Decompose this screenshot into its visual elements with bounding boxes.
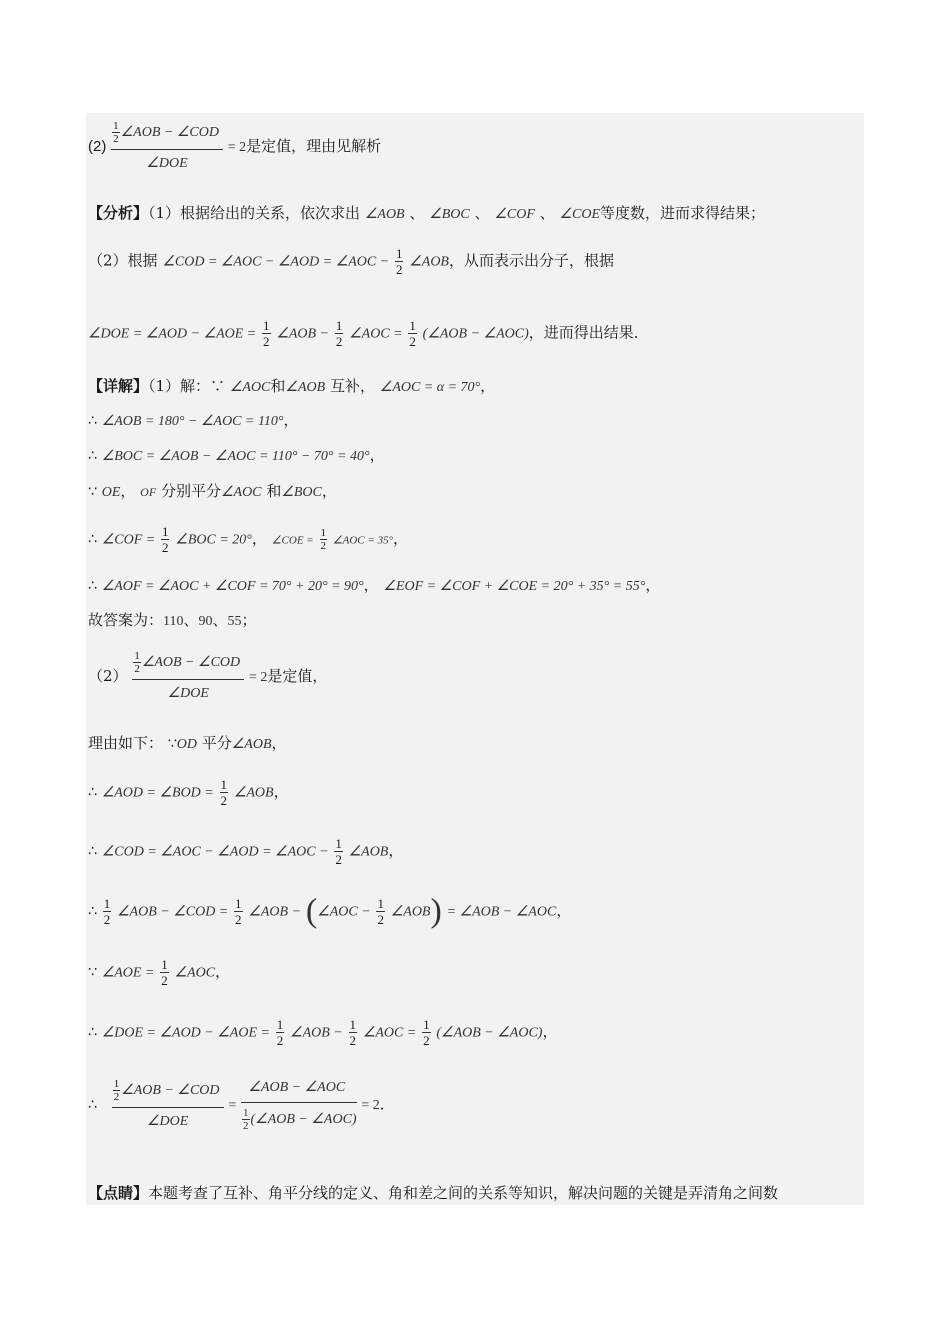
detail-line-9: 理由如下： ∵OD 平分∠AOB， bbox=[88, 734, 287, 752]
analysis-line-1: 【分析】（1）根据给出的关系，依次求出 ∠AOB 、 ∠BOC 、 ∠COF 、 ∠COE等度数，进而求得结果； bbox=[88, 204, 766, 222]
detail-line-3: ∴ ∠BOC = ∠AOB − ∠AOC = 110° − 70° = 40°， bbox=[88, 446, 385, 464]
answer-text: 是定值，理由见解析 bbox=[246, 137, 382, 155]
ratio-fraction-3: $\frac{1}{2}$ ∠AOB − ∠COD ∠DOE bbox=[112, 1078, 224, 1132]
detail-line-7: 故答案为：110、90、55； bbox=[88, 611, 257, 629]
detail-line-13: ∵ ∠AOE = $\frac{1}{2}$ ∠AOC， bbox=[88, 957, 231, 988]
detail-line-5: ∴ ∠COF = $\frac{1}{2}$ ∠BOC = 20°， ∠COE = $\frac{1}{2}$ ∠AOC = 35°， bbox=[88, 524, 408, 555]
ratio-fraction: $\frac{1}{2}$ ∠AOB − ∠COD ∠DOE bbox=[111, 120, 223, 174]
analysis-line-3: ∠DOE = ∠AOD − ∠AOE = $\frac{1}{2}$ ∠AOB − $\frac{1}{2}$ ∠AOC = $\frac{1}{2}$ (∠AOB − ∠AOC)，进而得出结果． bbox=[88, 318, 649, 349]
ratio-fraction-4: ∠AOB − ∠AOC $\frac{1}{2}$ (∠AOB − ∠AOC) bbox=[243, 1080, 357, 1132]
detail-line-8: （2） $\frac{1}{2}$ ∠AOB − ∠COD ∠DOE = 2是定值， bbox=[88, 650, 327, 704]
detail-line-11: ∴ ∠COD = ∠AOC − ∠AOD = ∠AOC − $\frac{1}{2}$ ∠AOB， bbox=[88, 836, 404, 867]
answer-label: (2) bbox=[88, 138, 107, 155]
answer-2-line: (2) $\frac{1}{2}$ ∠AOB − ∠COD ∠DOE = 2是定值，理由见解析 bbox=[88, 120, 381, 174]
comment-line: 【点睛】本题考查了互补、角平分线的定义、角和差之间的关系等知识，解决问题的关键是弄清角之间数 bbox=[88, 1184, 779, 1202]
detail-line-1: 【详解】（1）解：∵ ∠AOC和∠AOB 互补， ∠AOC = α = 70°， bbox=[88, 377, 496, 395]
comment-tag: 【点睛】 bbox=[88, 1184, 149, 1202]
detail-line-6: ∴ ∠AOF = ∠AOC + ∠COF = 70° + 20° = 90°， ∠EOF = ∠COF + ∠COE = 20° + 35° = 55°， bbox=[88, 576, 661, 594]
ratio-fraction-2: $\frac{1}{2}$ ∠AOB − ∠COD ∠DOE bbox=[132, 650, 244, 704]
analysis-line-2: （2）根据 ∠COD = ∠AOC − ∠AOD = ∠AOC − $\frac{1}{2}$ ∠AOB，从而表示出分子，根据 bbox=[88, 246, 614, 277]
detail-line-15: ∴ $\frac{1}{2}$ ∠AOB − ∠COD ∠DOE = ∠AOB − ∠AOC $\frac{1}{2}$ (∠AOB − ∠AOC) = 2． bbox=[88, 1078, 395, 1132]
detail-line-14: ∴ ∠DOE = ∠AOD − ∠AOE = $\frac{1}{2}$ ∠AOB − $\frac{1}{2}$ ∠AOC = $\frac{1}{2}$ (∠AOB − ∠AOC)， bbox=[88, 1017, 558, 1048]
detail-line-4: ∵ OE， OF 分别平分∠AOC 和∠BOC， bbox=[88, 482, 337, 500]
analysis-tag: 【分析】 bbox=[88, 204, 149, 222]
detail-line-2: ∴ ∠AOB = 180° − ∠AOC = 110°， bbox=[88, 411, 299, 429]
detail-tag: 【详解】 bbox=[88, 377, 149, 395]
detail-line-10: ∴ ∠AOD = ∠BOD = $\frac{1}{2}$ ∠AOB， bbox=[88, 777, 289, 808]
detail-line-12: ∴ $\frac{1}{2}$ ∠AOB − ∠COD = $\frac{1}{2}$ ∠AOB − (∠AOC − $\frac{1}{2}$ ∠AOB) = ∠AOB − ∠AOC， bbox=[88, 892, 572, 930]
